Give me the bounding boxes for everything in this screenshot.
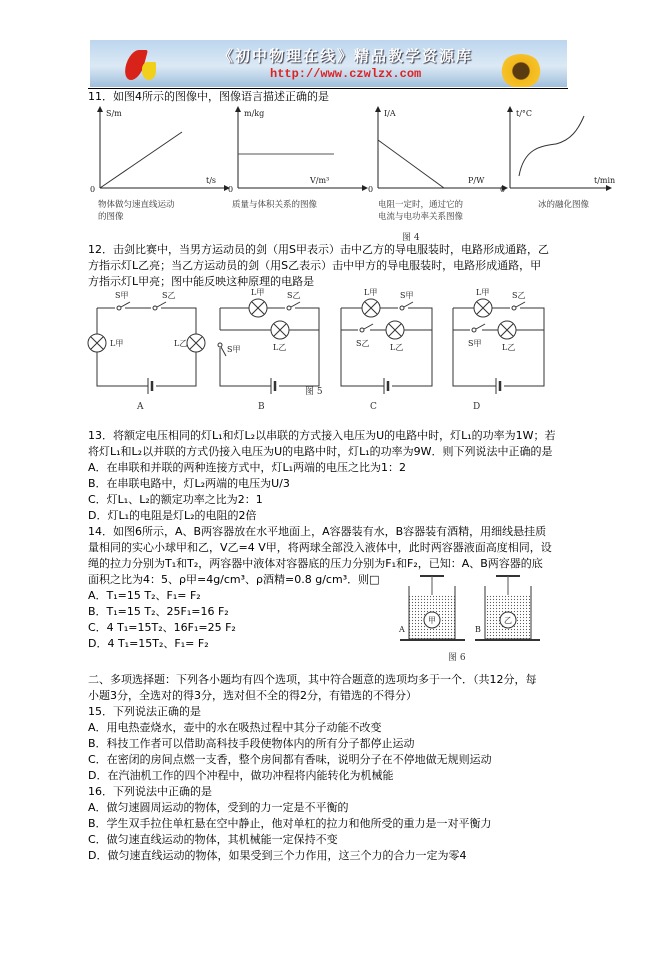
svg-text:t/°C: t/°C bbox=[516, 109, 533, 118]
graph-current-power bbox=[368, 108, 504, 194]
svg-text:L乙: L乙 bbox=[502, 343, 516, 352]
circuit-label: B bbox=[258, 402, 265, 412]
graph-mass-volume bbox=[228, 108, 364, 194]
svg-text:S乙: S乙 bbox=[162, 291, 176, 300]
q13-line: 将灯L₁和L₂以并联的方式仍接入电压为U的电路中时，灯L₁的功率为9W．则下列说法中正确的是 bbox=[88, 445, 553, 458]
svg-text:0: 0 bbox=[90, 185, 96, 194]
q15-option: C．在密闭的房间点燃一支香，整个房间都有香味，说明分子在不停地做无规则运动 bbox=[88, 753, 492, 766]
svg-text:0: 0 bbox=[368, 185, 374, 194]
q12-line: 方指示灯L乙亮；当乙方运动员的剑（用S乙表示）击中甲方的导电服装时，电路形成通路，甲 bbox=[88, 259, 542, 272]
figure-6-containers bbox=[390, 574, 540, 649]
q13-option: A．在串联和并联的两种连接方式中，灯L₁两端的电压之比为1：2 bbox=[88, 461, 407, 474]
q15-option: D．在汽油机工作的四个冲程中，做功冲程将内能转化为机械能 bbox=[88, 769, 394, 782]
q14-option: D．4 T₁=15T₂、F₁= F₂ bbox=[88, 637, 209, 650]
svg-text:B: B bbox=[475, 625, 481, 634]
svg-text:S乙: S乙 bbox=[512, 291, 526, 300]
q13-option: C．灯L₁、L₂的额定功率之比为2：1 bbox=[88, 493, 263, 506]
graph-caption: 物体做匀速直线运动 的图像 bbox=[98, 200, 175, 222]
svg-text:I/A: I/A bbox=[384, 109, 396, 118]
q15-option: B．科技工作者可以借助高科技手段使物体内的所有分子都停止运动 bbox=[88, 737, 415, 750]
svg-text:t/s: t/s bbox=[206, 176, 217, 185]
circuit-label: C bbox=[370, 402, 377, 412]
q14-line: 14．如图6所示，A、B两容器放在水平地面上，A容器装有水，B容器装有酒精，用细线悬挂质 bbox=[88, 525, 547, 538]
svg-text:L乙: L乙 bbox=[174, 339, 188, 348]
svg-text:L乙: L乙 bbox=[390, 343, 404, 352]
section-2-heading: 二、多项选择题：下列各小题均有四个选项，其中符合题意的选项均多于一个．（共12分，每 bbox=[88, 673, 537, 686]
circuit-d bbox=[440, 290, 560, 390]
graph-caption: 质量与体积关系的图像 bbox=[232, 200, 318, 210]
graph-ice-melting bbox=[500, 108, 636, 194]
svg-text:t/min: t/min bbox=[594, 176, 616, 185]
circuit-b bbox=[215, 290, 335, 390]
sunflower-icon bbox=[500, 54, 542, 87]
banner-url: http://www.czwlzx.com bbox=[270, 67, 422, 81]
svg-text:0: 0 bbox=[500, 185, 506, 194]
svg-text:S甲: S甲 bbox=[227, 345, 241, 354]
figure-5-caption: 图 5 bbox=[305, 387, 323, 397]
q15-option: A．用电热壶烧水，壶中的水在吸热过程中其分子动能不改变 bbox=[88, 721, 382, 734]
q13-option: B．在串联电路中，灯L₂两端的电压为U/3 bbox=[88, 477, 290, 490]
q16-option: A．做匀速圆周运动的物体，受到的力一定是不平衡的 bbox=[88, 801, 349, 814]
svg-text:L乙: L乙 bbox=[273, 343, 287, 352]
q12-line: 12．击剑比赛中，当男方运动员的剑（用S甲表示）击中乙方的导电服装时，电路形成通路，乙 bbox=[88, 243, 549, 256]
svg-text:S甲: S甲 bbox=[400, 291, 414, 300]
figure-4-caption: 图 4 bbox=[402, 233, 420, 243]
svg-text:甲: 甲 bbox=[428, 616, 436, 625]
section-2-heading: 小题3分，全选对的得3分，选对但不全的得2分，有错选的不得分） bbox=[88, 689, 417, 702]
q13-line: 13．将额定电压相同的灯L₁和灯L₂以串联的方式接入电压为U的电路中时，灯L₁的功率为1W；若 bbox=[88, 429, 556, 442]
q16-option: D．做匀速直线运动的物体，如果受到三个力作用，这三个力的合力一定为零4 bbox=[88, 849, 467, 862]
circuit-label: A bbox=[137, 402, 144, 412]
svg-text:乙: 乙 bbox=[504, 616, 512, 625]
circuit-label: D bbox=[473, 402, 481, 412]
svg-text:L甲: L甲 bbox=[110, 339, 124, 348]
svg-text:L甲: L甲 bbox=[364, 288, 378, 297]
q16-stem: 16．下列说法中正确的是 bbox=[88, 785, 212, 798]
q14-option: A．T₁=15 T₂、F₁= F₂ bbox=[88, 589, 201, 602]
q15-stem: 15．下列说法正确的是 bbox=[88, 705, 201, 718]
svg-text:P/W: P/W bbox=[468, 176, 485, 185]
q14-line: 绳的拉力分别为T₁和T₂，两容器中液体对容器底的压力分别为F₁和F₂，已知：A、B两容器的底 bbox=[88, 557, 543, 570]
svg-text:S甲: S甲 bbox=[468, 339, 482, 348]
svg-text:L甲: L甲 bbox=[476, 288, 490, 297]
q13-option: D．灯L₁的电阻是灯L₂的电阻的2倍 bbox=[88, 509, 257, 522]
q12-line: 方指示灯L甲亮；图中能反映这种原理的电路是 bbox=[88, 275, 315, 288]
svg-text:0: 0 bbox=[228, 185, 234, 194]
svg-text:S乙: S乙 bbox=[287, 291, 301, 300]
circuit-a bbox=[88, 290, 208, 390]
svg-text:m/kg: m/kg bbox=[244, 109, 265, 118]
circuit-c bbox=[328, 290, 448, 390]
svg-text:S/m: S/m bbox=[106, 109, 122, 118]
svg-text:V/m³: V/m³ bbox=[310, 176, 330, 185]
figure-6-caption: 图 6 bbox=[448, 653, 466, 663]
banner-title: 《初中物理在线》精品教学资源库 bbox=[218, 47, 474, 65]
svg-text:S乙: S乙 bbox=[356, 339, 370, 348]
graph-caption: 冰的融化图像 bbox=[538, 200, 590, 210]
svg-text:S甲: S甲 bbox=[115, 291, 129, 300]
q16-option: B．学生双手拉住单杠悬在空中静止，他对单杠的拉力和他所受的重力是一对平衡力 bbox=[88, 817, 492, 830]
q11-stem: 11．如图4所示的图像中，图像语言描述正确的是 bbox=[88, 90, 329, 103]
q16-option: C．做匀速直线运动的物体，其机械能一定保持不变 bbox=[88, 833, 338, 846]
graph-caption: 电阻一定时，通过它的 电流与电功率关系图像 bbox=[378, 200, 464, 222]
logo-accent-icon bbox=[142, 62, 156, 80]
svg-text:L甲: L甲 bbox=[251, 288, 265, 297]
graph-distance-time bbox=[90, 108, 226, 194]
q14-line: 面积之比为4：5、ρ甲=4g/cm³、ρ酒精=0.8 g/cm³．则□ bbox=[88, 573, 380, 586]
q14-option: B．T₁=15 T₂、25F₁=16 F₂ bbox=[88, 605, 229, 618]
svg-text:A: A bbox=[399, 625, 405, 634]
q14-option: C．4 T₁=15T₂、16F₁=25 F₂ bbox=[88, 621, 236, 634]
header-banner bbox=[90, 40, 567, 87]
q14-line: 量相同的实心小球甲和乙，V乙=4 V甲，将两球全部没入液体中，此时两容器液面高度相同，设 bbox=[88, 541, 552, 554]
